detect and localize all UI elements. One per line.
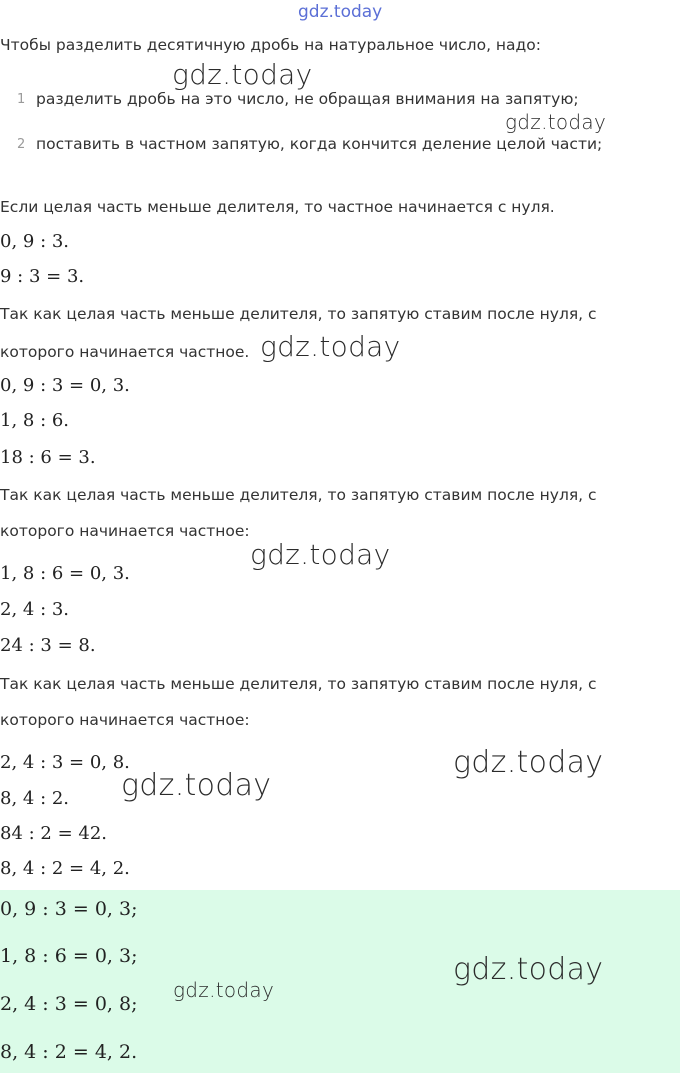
step-number: 2 — [17, 137, 26, 152]
step-number: 1 — [17, 92, 26, 107]
step-text: поставить в частном запятую, когда кончится деление целой части; — [36, 135, 603, 153]
watermark: gdz.today — [453, 745, 604, 780]
watermark: gdz.today — [250, 538, 391, 571]
expression: 9 : 3 = 3. — [0, 266, 85, 287]
comment: которого начинается частное. — [0, 343, 250, 361]
expression: 24 : 3 = 8. — [0, 635, 96, 656]
answer-line: 1, 8 : 6 = 0, 3; — [0, 945, 138, 967]
watermark: gdz.today — [173, 978, 275, 1002]
watermark: gdz.today — [172, 58, 313, 91]
comment: Так как целая часть меньше делителя, то запятую ставим после нуля, с — [0, 305, 597, 323]
answer-line: 2, 4 : 3 = 0, 8; — [0, 993, 138, 1015]
watermark: gdz.today — [453, 952, 604, 987]
expression: 84 : 2 = 42. — [0, 823, 108, 844]
expression: 2, 4 : 3 = 0, 8. — [0, 752, 130, 773]
header-watermark: gdz.today — [298, 2, 383, 22]
expression: 1, 8 : 6. — [0, 410, 70, 431]
answer-line: 8, 4 : 2 = 4, 2. — [0, 1041, 138, 1063]
expression: 2, 4 : 3. — [0, 599, 70, 620]
comment: которого начинается частное: — [0, 711, 250, 729]
watermark: gdz.today — [121, 768, 272, 803]
answer-line: 0, 9 : 3 = 0, 3; — [0, 898, 138, 920]
expression: 0, 9 : 3 = 0, 3. — [0, 375, 130, 396]
expression: 8, 4 : 2. — [0, 788, 70, 809]
rule-note: Если целая часть меньше делителя, то частное начинается с нуля. — [0, 198, 555, 216]
expression: 8, 4 : 2 = 4, 2. — [0, 858, 130, 879]
expression: 18 : 6 = 3. — [0, 447, 96, 468]
comment: Так как целая часть меньше делителя, то запятую ставим после нуля, с — [0, 675, 597, 693]
watermark: gdz.today — [260, 330, 401, 363]
comment: Так как целая часть меньше делителя, то запятую ставим после нуля, с — [0, 486, 597, 504]
expression: 1, 8 : 6 = 0, 3. — [0, 563, 130, 584]
step-text: разделить дробь на это число, не обращая внимания на запятую; — [36, 90, 579, 108]
expression: 0, 9 : 3. — [0, 231, 70, 252]
rule-intro: Чтобы разделить десятичную дробь на натуральное число, надо: — [0, 36, 541, 54]
comment: которого начинается частное: — [0, 522, 250, 540]
watermark: gdz.today — [505, 110, 607, 134]
